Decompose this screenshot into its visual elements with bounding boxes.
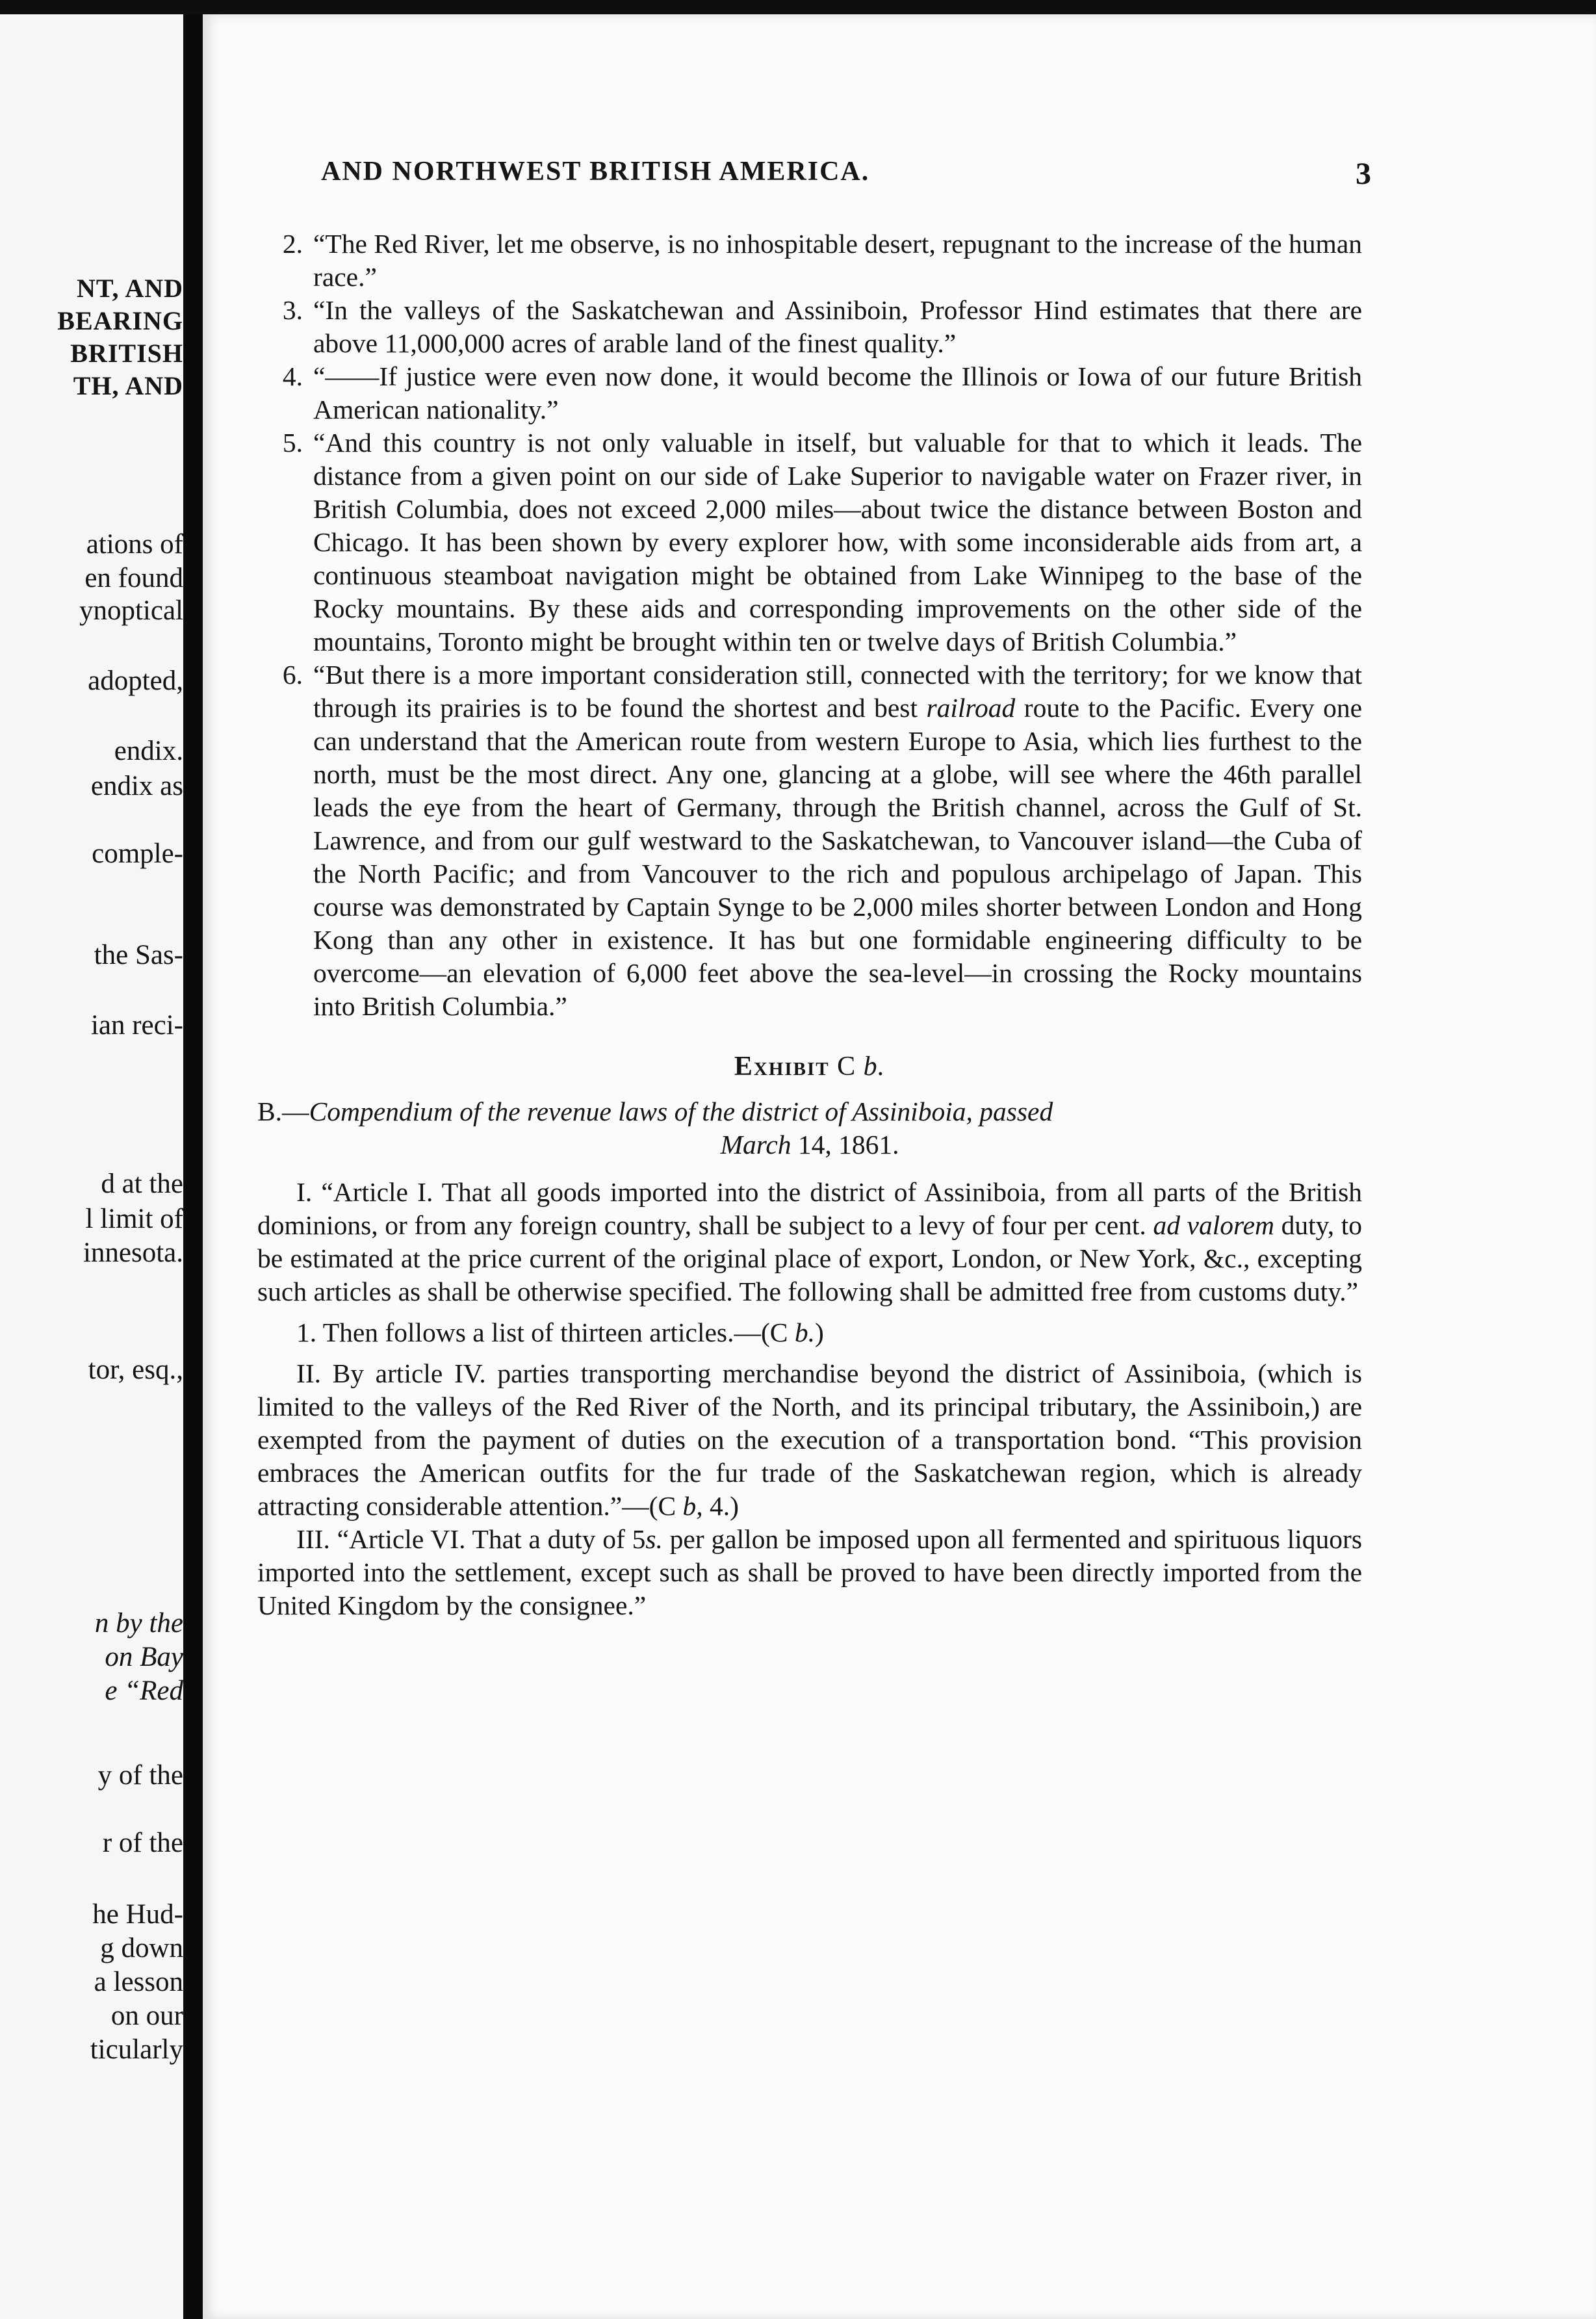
compendium-prefix: B.— [257,1096,309,1126]
exhibit-id: C [837,1052,856,1082]
quote-item [257,426,1362,658]
facing-page-line: on our [110,2001,183,2031]
paragraph-emphasis: ad valorem [1153,1210,1275,1240]
quote-emphasis: railroad [926,693,1016,723]
article-paragraph [257,1316,1362,1349]
facing-page-line: n by the [94,1608,183,1639]
paragraph-text: 4.) [702,1491,739,1521]
exhibit-sub: b. [863,1052,886,1082]
paragraph-emphasis: b, [682,1491,703,1521]
quote-item [257,360,1362,426]
compendium-day-year: 14, 1861. [797,1130,899,1160]
facing-page-line: TH, AND [73,371,183,400]
running-head: AND NORTHWEST BRITISH AMERICA. [321,157,870,187]
quote-text: “In the valleys of the Saskatchewan and Assiniboin, Professor Hind estimates that there are above 11,000,000 acres of arable land of the finest quality.” [313,295,1362,358]
facing-page-line: adopted, [88,666,183,696]
facing-page-line: ations of [86,529,183,560]
item-number: 2. [282,229,303,259]
page-number: 3 [1356,157,1371,191]
quote-text: “The Red River, let me observe, is no inhospitable desert, repugnant to the increase of the human race.” [313,229,1362,292]
facing-page-line: g down [100,1933,183,1963]
compendium-date [257,1128,1362,1161]
quote-text: “But there is a more important consideration still, connected with the territory; for we know that through its prairies is to be found the shortest and best [313,660,1362,723]
facing-page-line: BRITISH [70,339,183,368]
item-number: 4. [282,361,303,391]
exhibit-heading [257,1050,1362,1083]
facing-page-line: ynoptical [79,595,183,626]
compendium-month: March [720,1130,792,1160]
facing-page-line: comple- [92,838,183,869]
compendium-title [257,1095,1362,1161]
article-paragraph [257,1176,1362,1308]
paragraph-text: duty, to be estimated at the price current of the original place of export, London, or New York, &c., excepting such articles as shall be otherwise specified. The following shall be admitted free from customs duty.” [257,1210,1362,1306]
facing-page-line: r of the [102,1828,183,1858]
quote-item [257,227,1362,294]
facing-page-line: on Bay [105,1642,183,1672]
item-number: 3. [282,295,303,325]
paragraph-emphasis: s. [645,1524,663,1554]
quote-text: “——If justice were even now done, it would become the Illinois or Iowa of our future British American nationality.” [313,361,1362,424]
compendium-title-text: Compendium of the revenue laws of the district of Assiniboia, passed [309,1096,1053,1126]
paragraph-text: per gallon be imposed upon all fermented and spirituous liquors imported into the settlement, except such as shall be proved to have been directly imported from the United Kingdom by the consignee.” [257,1524,1362,1620]
page-body [257,227,1362,1622]
facing-page-line: he Hud- [92,1899,183,1930]
facing-page-line: l limit of [85,1204,183,1234]
book-gutter [183,14,203,2319]
facing-page-line: y of the [97,1760,183,1791]
facing-page-line: en found [84,563,183,593]
facing-page-line: d at the [101,1169,183,1199]
facing-page-fragment [0,14,183,2319]
facing-page-line: a lesson [94,1967,183,1997]
item-number: 5. [282,428,303,458]
paragraph-text: II. By article IV. parties transporting merchandise beyond the district of Assiniboia, (which is limited to the valleys of the Red River of the North, and its principal tributary, the Assiniboin,) are exempted from the payment of duties on the execution of a transportation bond. “This provision embraces the American outfits for the fur trade of the Saskatchewan region, which is already attracting considerable attention.”—(C [257,1358,1362,1521]
paragraph-text: III. “Article VI. That a duty of 5 [296,1524,646,1554]
item-number: 6. [282,660,303,690]
facing-page-line: ian reci- [90,1010,183,1041]
quote-item [257,658,1362,1023]
article-paragraph [257,1357,1362,1523]
paragraph-text: 1. Then follows a list of thirteen articles.—(C [296,1317,795,1347]
paragraph-emphasis: b. [794,1317,815,1347]
facing-page-line: BEARING [57,306,183,335]
facing-page-line: ticularly [90,2034,183,2065]
facing-page-line: tor, esq., [88,1354,183,1385]
scan-top-edge [0,0,1596,14]
facing-page-line: e “Red [105,1676,183,1706]
paragraph-text: I. “Article I. That all goods imported into the district of Assiniboia, from all parts of the British dominions, or from any foreign country, shall be subject to a levy of four per cent. [257,1177,1362,1240]
facing-page-line: endix as [90,771,183,801]
facing-page-line: endix. [114,736,183,766]
quote-text: “And this country is not only valuable in itself, but valuable for that to which it leads. The distance from a given point on our side of Lake Superior to navigable water on Frazer river, in British Columbia, does not exceed 2,000 miles—about twice the distance between Boston and Chicago. It has been shown by every explorer how, with some inconsiderable aids from art, a continuous steamboat navigation might be obtained from Lake Winnipeg to the base of the Rocky mountains. By these aids and corresponding improvements on the other side of the mountains, Toronto might be brought within ten or twelve days of British Columbia.” [313,428,1362,656]
facing-page-line: the Sas- [94,940,183,970]
quote-item [257,294,1362,360]
article-paragraph [257,1523,1362,1622]
facing-page-line: NT, AND [76,274,183,303]
quote-text: route to the Pacific. Every one can understand that the American route from western Europe to Asia, which lies furthest to the north, must be the most direct. Any one, glancing at a globe, will see where the 46th parallel leads the eye from the heart of Germany, through the British channel, across the Gulf of St. Lawrence, and from our gulf westward to the Saskatchewan, to Vancouver island—the Cuba of the North Pacific; and from Vancouver to the rich and populous archipelago of Japan. This course was demonstrated by Captain Synge to be 2,000 miles shorter between London and Hong Kong than any other in existence. It has but one formidable engineering difficulty to be overcome—an elevation of 6,000 feet above the sea-level—in crossing the Rocky mountains into British Columbia.” [313,693,1362,1021]
facing-page-line: innesota. [83,1237,183,1268]
paragraph-text: ) [814,1317,824,1347]
exhibit-label: Exhibit [734,1052,830,1082]
